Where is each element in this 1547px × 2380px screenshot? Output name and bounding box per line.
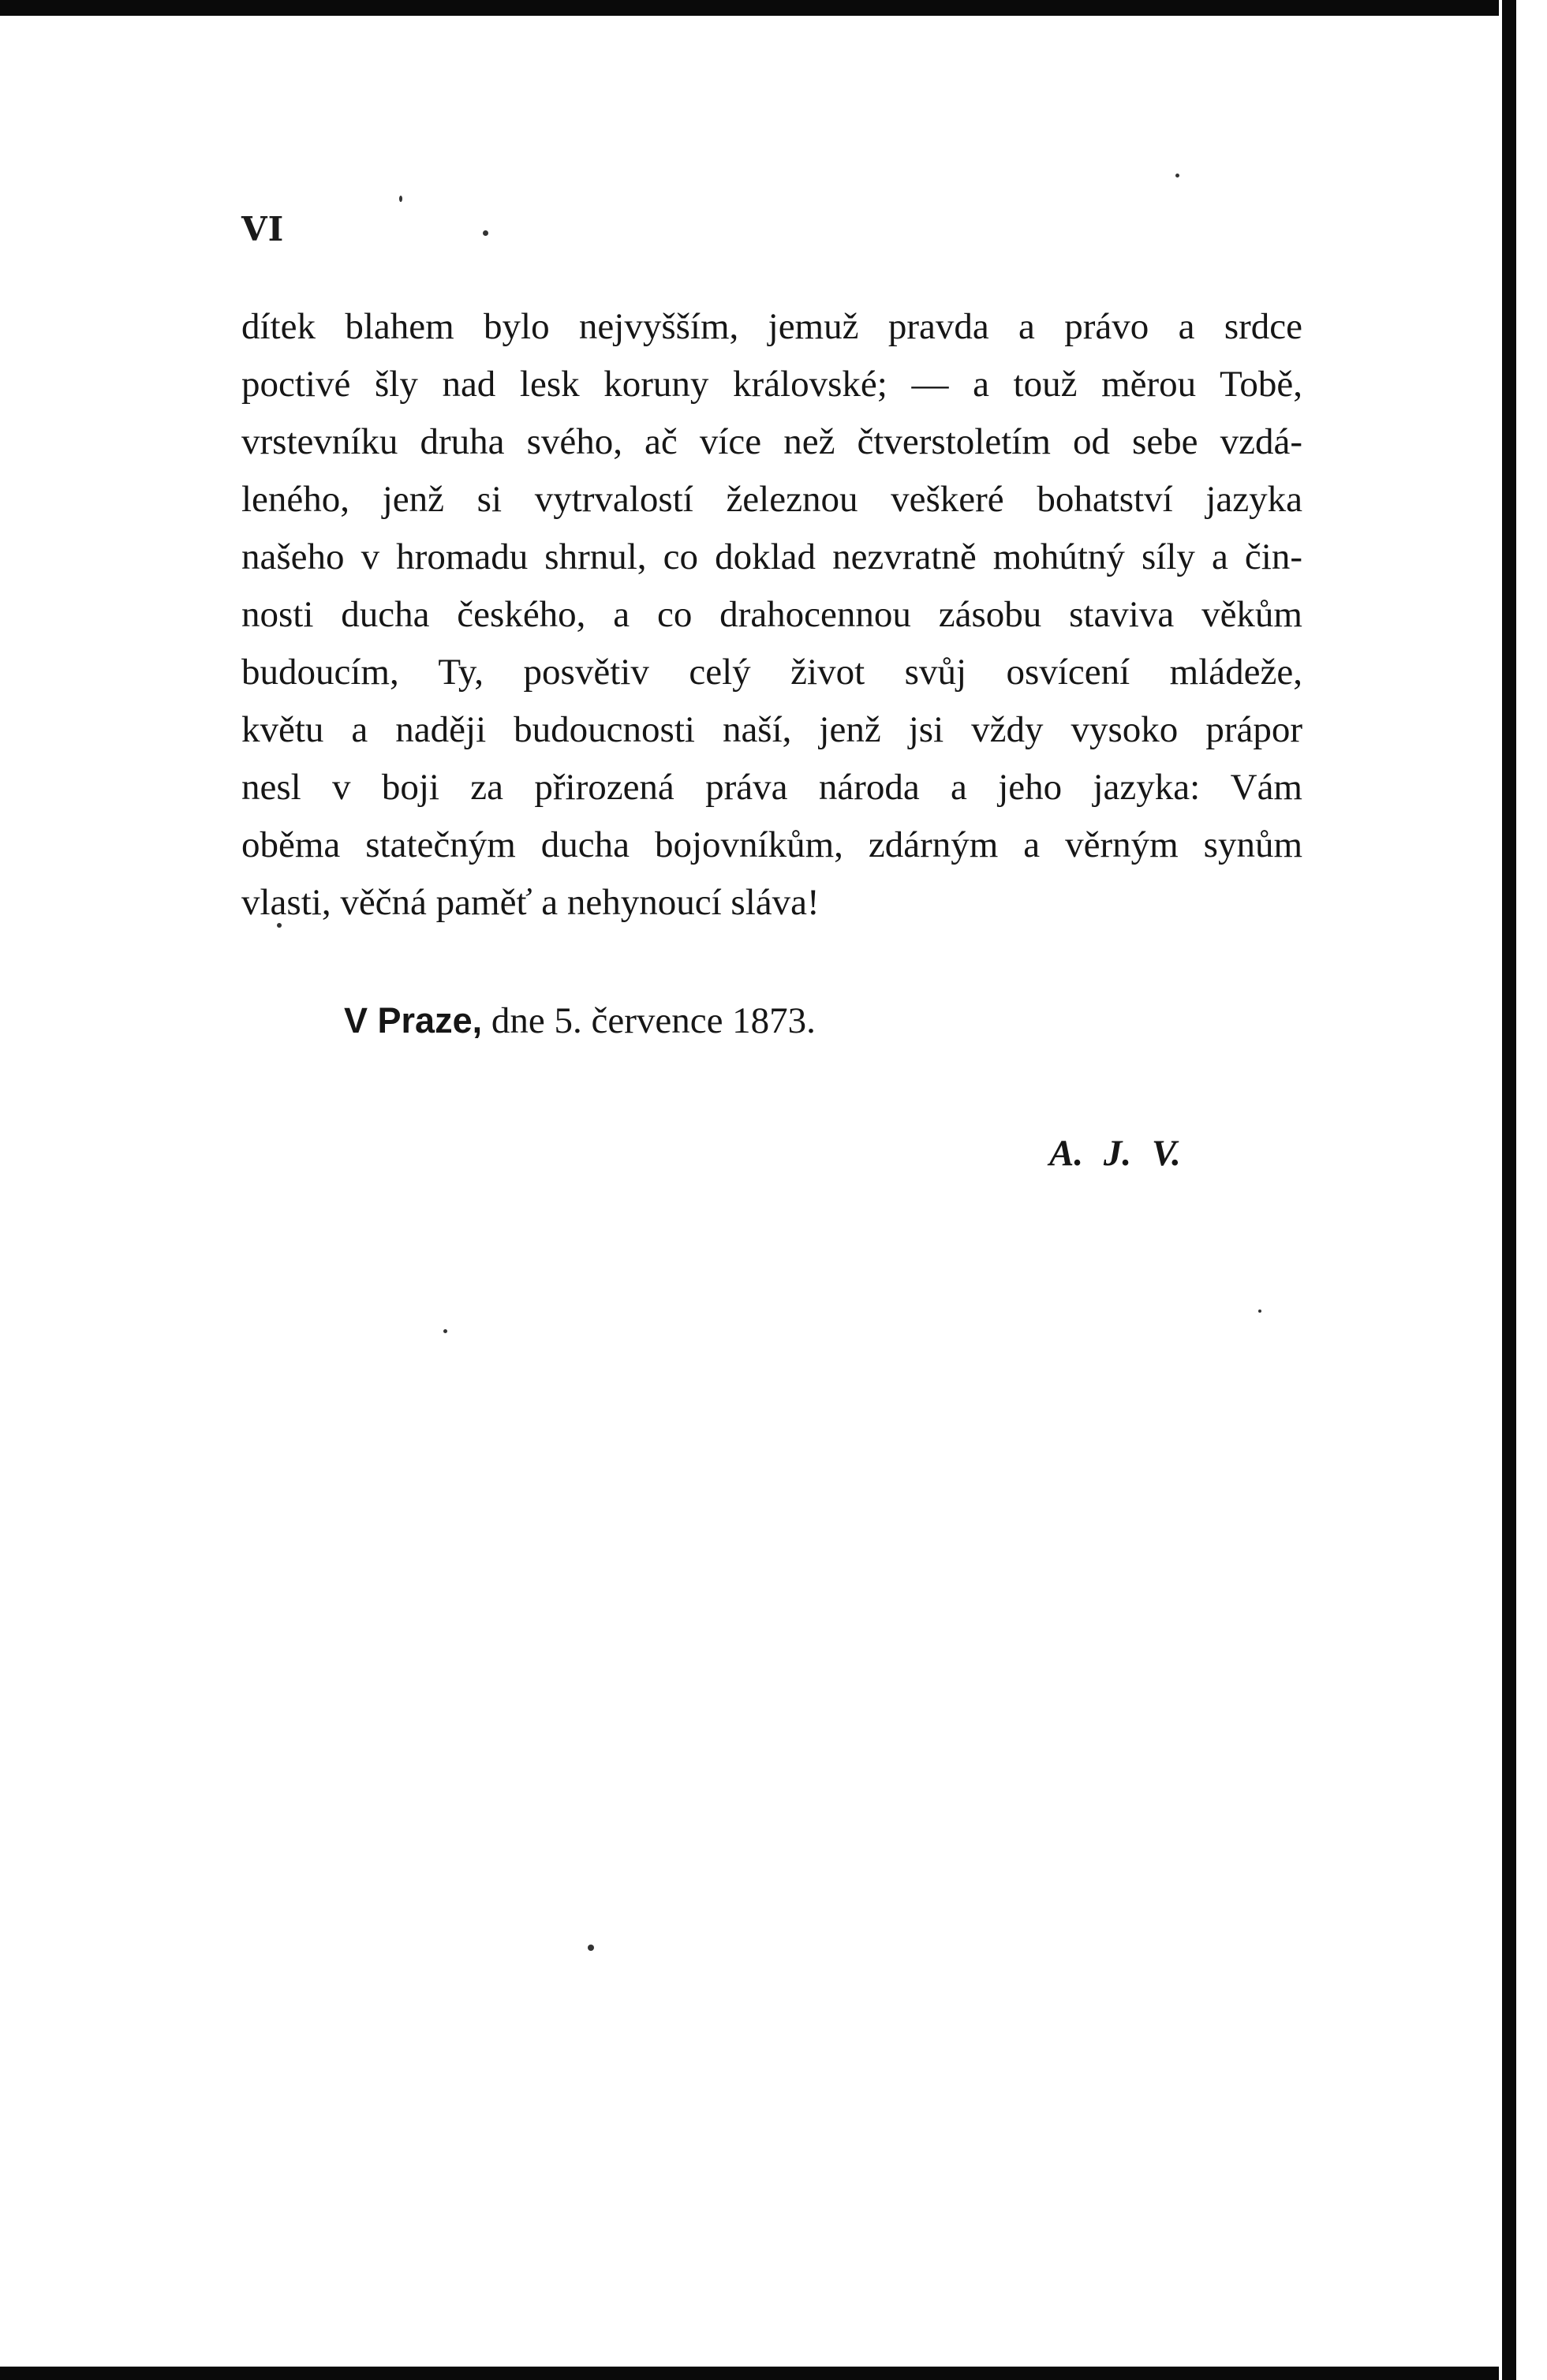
page-number: VI <box>241 210 285 248</box>
text-line: vrstevníku druha svého, ač více než čtverstoletím od sebe vzdá- <box>241 421 1302 462</box>
text-line: dítek blahem bylo nejvyšším, jemuž pravda a právo a srdce <box>241 306 1302 347</box>
dateline-date: dne 5. července 1873. <box>491 1000 816 1041</box>
text-line: oběma statečným ducha bojovníkům, zdárným a věrným synům <box>241 824 1302 865</box>
text-line: nosti ducha českého, a co drahocennou zásobu staviva věkům <box>241 594 1302 635</box>
text-line: leného, jenž si vytrvalostí železnou veškeré bohatství jazyka <box>241 479 1302 520</box>
text-line: budoucím, Ty, posvětiv celý život svůj osvícení mládeže, <box>241 652 1302 693</box>
paper-speck <box>277 923 282 928</box>
paper-speck <box>399 196 402 202</box>
paper-speck <box>588 1945 594 1951</box>
signature-initials: A. J. V. <box>1049 1133 1181 1174</box>
paper-speck <box>483 230 488 236</box>
dateline <box>344 999 816 1042</box>
text-line: nesl v boji za přirozená práva národa a jeho jazyka: Vám <box>241 767 1302 808</box>
text-line: poctivé šly nad lesk koruny královské; — a touž měrou Tobě, <box>241 364 1302 405</box>
text-line-last: vlasti, věčná paměť a nehynoucí sláva! <box>241 882 820 923</box>
paper-speck <box>1175 174 1179 177</box>
text-line: květu a naději budoucnosti naší, jenž jsi vždy vysoko prápor <box>241 709 1302 750</box>
dateline-place: V Praze, <box>344 1000 483 1041</box>
scan-edge <box>1499 0 1547 2380</box>
paper-speck <box>443 1329 447 1333</box>
body-paragraph <box>241 298 1302 932</box>
paper-speck <box>1258 1310 1261 1313</box>
text-line: našeho v hromadu shrnul, co doklad nezvratně mohútný síly a čin- <box>241 536 1302 577</box>
book-page <box>0 16 1499 2367</box>
